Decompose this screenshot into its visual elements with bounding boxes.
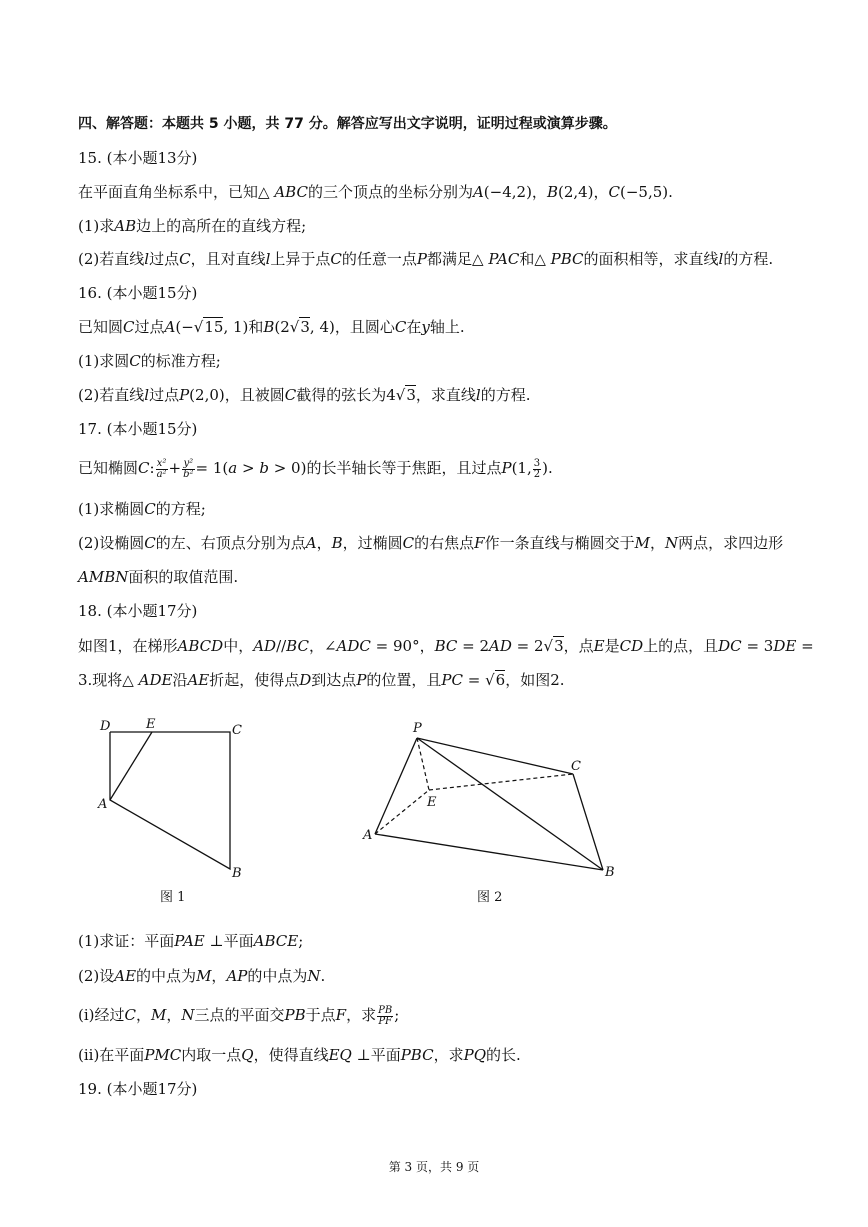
fig2-label-b: B (605, 865, 615, 880)
q18-part1: (1)求证：平面PAE ⊥平面ABCE; (78, 932, 304, 950)
fig1-label-e: E (146, 717, 156, 732)
q15-part2: (2)若直线l过点C，且对直线l上异于点C的任意一点P都满足△ PAC和△ PBC的面积相等，求直线l的方程. (78, 250, 774, 268)
page-footer: 第 3 页，共 9 页 (388, 1160, 480, 1174)
q16-header: 16. (本小题15分) (78, 284, 198, 302)
fig2-label-e: E (427, 795, 437, 810)
q18-part2: (2)设AE的中点为M，AP的中点为N. (78, 967, 326, 985)
q18-stem-line1: 如图1，在梯形ABCD中，AD//BC，∠ADC = 90°，BC = 2AD = 2√3，点E是CD上的点，且DC = 3DE = (78, 637, 814, 655)
q15-header: 15. (本小题13分) (78, 149, 198, 167)
fig2-label-p: P (413, 721, 422, 736)
q16-stem: 已知圆C过点A(−√15, 1)和B(2√3, 4)，且圆心C在y轴上. (78, 318, 465, 336)
q17-header: 17. (本小题15分) (78, 420, 198, 438)
fig2-label-a: A (363, 828, 373, 843)
q15-part1: (1)求AB边上的高所在的直线方程; (78, 217, 307, 235)
figure-1-caption: 图 1 (160, 890, 186, 905)
q19-header: 19. (本小题17分) (78, 1080, 198, 1098)
fig2-label-c: C (571, 759, 581, 774)
figure-2-caption: 图 2 (477, 890, 503, 905)
q17-part2-line2: AMBN面积的取值范围. (78, 568, 239, 586)
section-heading: 四、解答题：本题共 5 小题，共 77 分。解答应写出文字说明，证明过程或演算步骤。 (78, 116, 617, 132)
figure-2-folded (355, 712, 625, 882)
figure-1-trapezoid (90, 712, 260, 882)
q18-stem-line2: 3.现将△ ADE沿AE折起，使得点D到达点P的位置，且PC = √6，如图2. (78, 671, 565, 689)
q16-part1: (1)求圆C的标准方程; (78, 352, 221, 370)
q18-part2-i: (i)经过C，M，N三点的平面交PB于点F，求 $\frac{PB}{PF}$ ; (78, 1004, 400, 1027)
fig1-label-b: B (232, 866, 242, 881)
q17-part2-line1: (2)设椭圆C的左、右顶点分别为点A，B，过椭圆C的右焦点F作一条直线与椭圆交于M，N两点，求四边形 (78, 534, 784, 552)
q18-part2-ii: (ii)在平面PMC内取一点Q，使得直线EQ ⊥平面PBC，求PQ的长. (78, 1046, 521, 1064)
fig1-label-a: A (98, 797, 108, 812)
fig1-label-c: C (232, 723, 242, 738)
q17-part1: (1)求椭圆C的方程; (78, 500, 206, 518)
fig1-label-d: D (100, 719, 111, 734)
q16-part2: (2)若直线l过点P(2,0)，且被圆C截得的弦长为4√3，求直线l的方程. (78, 386, 531, 404)
q15-stem: 在平面直角坐标系中，已知△ ABC的三个顶点的坐标分别为A(−4,2)，B(2,4)，C(−5,5). (78, 183, 673, 201)
q18-header: 18. (本小题17分) (78, 602, 198, 620)
q17-stem: 已知椭圆C: $\frac{\text{x²}}{\text{a²}}$ + $\frac{\text{y²}}{\text{b²}}$ = 1(a > b > 0)的长半轴长等于焦距，且过点P(1, $\frac{3}{2}$ ). (78, 457, 553, 480)
